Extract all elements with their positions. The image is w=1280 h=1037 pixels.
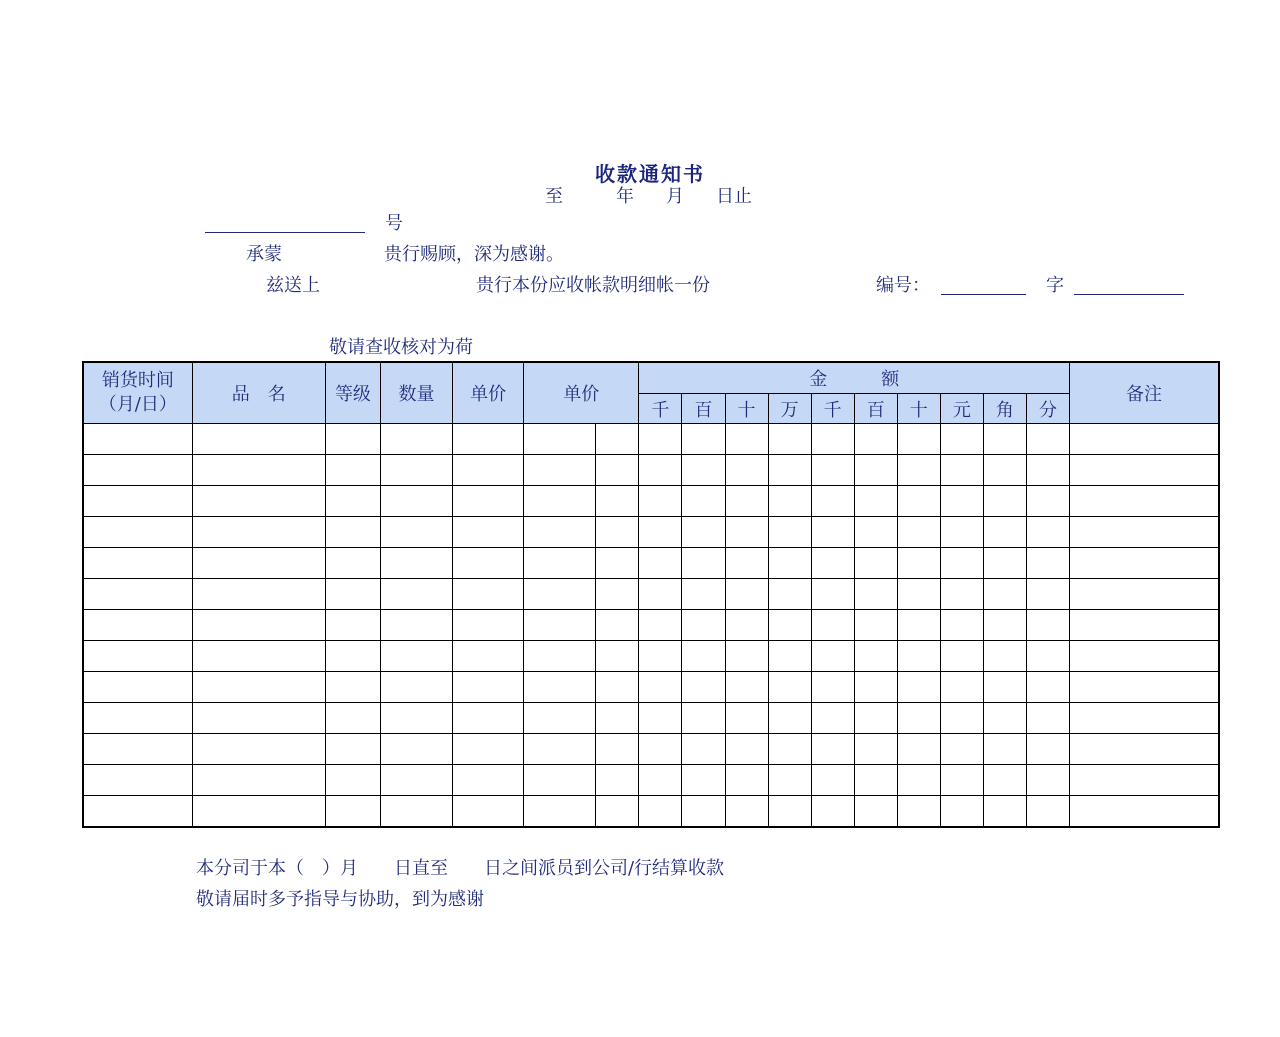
table-cell[interactable] [940,672,983,703]
table-cell[interactable] [768,517,811,548]
table-cell[interactable] [854,765,897,796]
table-cell[interactable] [596,579,639,610]
table-cell[interactable] [1070,610,1219,641]
table-cell[interactable] [811,641,854,672]
table-cell[interactable] [192,424,325,455]
table-cell[interactable] [897,548,940,579]
table-cell[interactable] [940,765,983,796]
table-cell[interactable] [768,796,811,828]
table-cell[interactable] [596,455,639,486]
table-cell[interactable] [725,765,768,796]
table-cell[interactable] [897,672,940,703]
table-cell[interactable] [1070,703,1219,734]
table-cell[interactable] [380,703,452,734]
table-cell[interactable] [596,517,639,548]
table-cell[interactable] [524,672,596,703]
send-text: 贵行本份应收帐款明细帐一份 [476,275,710,296]
table-cell[interactable] [854,517,897,548]
table-cell[interactable] [453,610,524,641]
table-cell[interactable] [453,579,524,610]
table-cell[interactable] [192,672,325,703]
table-cell[interactable] [524,517,596,548]
char-label: 字 [1046,275,1064,296]
header-unit-price-2: 单价 [524,362,639,424]
table-cell[interactable] [983,517,1026,548]
table-cell[interactable] [380,579,452,610]
header-product: 品 名 [192,362,325,424]
digit-header: 元 [940,394,983,424]
char-blank[interactable] [1074,294,1184,295]
table-cell[interactable] [1070,734,1219,765]
table-cell[interactable] [1070,517,1219,548]
table-cell[interactable] [940,486,983,517]
table-cell[interactable] [380,765,452,796]
header-sale-time [83,362,192,424]
table-cell[interactable] [682,703,725,734]
document-title: 收款通知书 [595,162,705,186]
table-cell[interactable] [725,424,768,455]
table-cell[interactable] [192,548,325,579]
table-cell[interactable] [1070,641,1219,672]
table-cell[interactable] [639,703,682,734]
table-cell[interactable] [682,517,725,548]
table-cell[interactable] [940,517,983,548]
table-cell[interactable] [639,486,682,517]
table-cell[interactable] [1026,455,1069,486]
table-cell[interactable] [192,517,325,548]
table-cell[interactable] [768,641,811,672]
table-cell[interactable] [524,455,596,486]
table-cell[interactable] [725,486,768,517]
greeting-prefix: 承蒙 [246,244,282,265]
table-cell[interactable] [983,796,1026,828]
table-cell[interactable] [811,548,854,579]
table-cell[interactable] [940,548,983,579]
table-cell[interactable] [325,517,380,548]
check-line: 敬请查收核对为荷 [329,337,473,358]
table-cell[interactable] [897,579,940,610]
table-cell[interactable] [682,734,725,765]
table-cell[interactable] [380,610,452,641]
table-cell[interactable] [768,765,811,796]
table-cell[interactable] [983,672,1026,703]
table-cell[interactable] [325,796,380,828]
table-cell[interactable] [453,548,524,579]
table-cell[interactable] [725,610,768,641]
table-cell[interactable] [725,579,768,610]
table-cell[interactable] [83,796,192,828]
table-cell[interactable] [1026,610,1069,641]
table-cell[interactable] [380,672,452,703]
send-prefix: 兹送上 [266,275,320,296]
table-cell[interactable] [596,734,639,765]
table-cell[interactable] [1026,641,1069,672]
table-cell[interactable] [453,424,524,455]
table-row [83,517,1219,548]
table-cell[interactable] [768,703,811,734]
table-cell[interactable] [897,517,940,548]
table-cell[interactable] [596,703,639,734]
digit-header: 千 [639,394,682,424]
table-cell[interactable] [725,641,768,672]
table-cell[interactable] [682,641,725,672]
table-cell[interactable] [1026,517,1069,548]
table-cell[interactable] [983,703,1026,734]
table-row [83,703,1219,734]
footer-line2: 敬请届时多予指导与协助，到为感谢 [196,889,484,910]
table-cell[interactable] [897,641,940,672]
table-cell[interactable] [639,672,682,703]
table-cell[interactable] [380,486,452,517]
table-cell[interactable] [854,734,897,765]
table-row [83,424,1219,455]
table-cell[interactable] [83,610,192,641]
table-cell[interactable] [192,455,325,486]
table-cell[interactable] [192,579,325,610]
table-cell[interactable] [897,424,940,455]
table-cell[interactable] [854,672,897,703]
table-cell[interactable] [1070,672,1219,703]
table-cell[interactable] [325,610,380,641]
table-row [83,486,1219,517]
table-cell[interactable] [453,672,524,703]
table-cell[interactable] [854,796,897,828]
table-cell[interactable] [983,486,1026,517]
table-cell[interactable] [811,610,854,641]
table-cell[interactable] [325,486,380,517]
table-cell[interactable] [83,455,192,486]
table-cell[interactable] [192,486,325,517]
table-cell[interactable] [83,548,192,579]
digit-header: 百 [854,394,897,424]
table-cell[interactable] [524,703,596,734]
table-cell[interactable] [1026,579,1069,610]
table-cell[interactable] [897,610,940,641]
table-cell[interactable] [1070,455,1219,486]
table-cell[interactable] [380,455,452,486]
table-cell[interactable] [192,765,325,796]
table-cell[interactable] [897,765,940,796]
table-cell[interactable] [854,548,897,579]
table-cell[interactable] [811,672,854,703]
table-cell[interactable] [380,641,452,672]
table-cell[interactable] [897,703,940,734]
table-cell[interactable] [83,486,192,517]
table-cell[interactable] [897,455,940,486]
table-cell[interactable] [1070,424,1219,455]
table-cell[interactable] [83,703,192,734]
serial-blank[interactable] [941,294,1026,295]
table-cell[interactable] [453,641,524,672]
table-cell[interactable] [983,548,1026,579]
table-cell[interactable] [768,548,811,579]
table-cell[interactable] [1026,703,1069,734]
table-cell[interactable] [940,424,983,455]
table-row [83,641,1219,672]
digit-header: 千 [811,394,854,424]
table-cell[interactable] [768,610,811,641]
table-cell[interactable] [1026,796,1069,828]
header-amount: 金 额 [639,362,1070,394]
table-cell[interactable] [639,548,682,579]
table-cell[interactable] [768,486,811,517]
table-cell[interactable] [725,703,768,734]
table-cell[interactable] [682,424,725,455]
table-cell[interactable] [725,796,768,828]
table-cell[interactable] [983,424,1026,455]
table-cell[interactable] [524,424,596,455]
table-cell[interactable] [83,641,192,672]
table-cell[interactable] [83,579,192,610]
table-cell[interactable] [725,734,768,765]
table-cell[interactable] [1070,765,1219,796]
table-cell[interactable] [524,610,596,641]
table-cell[interactable] [453,796,524,828]
table-cell[interactable] [83,517,192,548]
table-cell[interactable] [325,734,380,765]
table-cell[interactable] [854,579,897,610]
table-cell[interactable] [811,517,854,548]
table-cell[interactable] [682,796,725,828]
table-cell[interactable] [725,517,768,548]
table-cell[interactable] [453,455,524,486]
table-cell[interactable] [725,672,768,703]
table-cell[interactable] [768,734,811,765]
table-cell[interactable] [940,703,983,734]
table-cell[interactable] [983,579,1026,610]
table-cell[interactable] [596,796,639,828]
table-cell[interactable] [940,796,983,828]
table-cell[interactable] [1070,486,1219,517]
table-cell[interactable] [983,455,1026,486]
table-cell[interactable] [768,424,811,455]
table-cell[interactable] [854,455,897,486]
table-cell[interactable] [811,796,854,828]
period-day-end: 日止 [716,186,752,207]
header-unit-price-1: 单价 [453,362,524,424]
table-cell[interactable] [596,641,639,672]
period-to: 至 [545,186,563,207]
table-cell[interactable] [524,641,596,672]
table-cell[interactable] [596,486,639,517]
table-cell[interactable] [524,734,596,765]
header-sale-time-line1: 销货时间 [101,370,174,391]
table-cell[interactable] [983,610,1026,641]
number-suffix: 号 [385,213,403,234]
table-row [83,672,1219,703]
table-cell[interactable] [639,641,682,672]
table-cell[interactable] [940,579,983,610]
table-cell[interactable] [811,424,854,455]
table-cell[interactable] [983,641,1026,672]
table-cell[interactable] [380,517,452,548]
header-remarks: 备注 [1070,362,1219,424]
table-cell[interactable] [682,579,725,610]
table-cell[interactable] [768,455,811,486]
table-cell[interactable] [639,610,682,641]
period-month: 月 [666,186,684,207]
table-cell[interactable] [1026,424,1069,455]
table-cell[interactable] [1070,579,1219,610]
table-row [83,765,1219,796]
table-cell[interactable] [639,579,682,610]
table-cell[interactable] [192,734,325,765]
digit-header: 角 [983,394,1026,424]
table-cell[interactable] [325,548,380,579]
footer-line1: 本分司于本（ ）月 日直至 日之间派员到公司/行结算收款 [196,858,725,879]
table-row [83,734,1219,765]
table-cell[interactable] [596,424,639,455]
table-cell[interactable] [811,579,854,610]
table-cell[interactable] [682,672,725,703]
table-cell[interactable] [596,672,639,703]
table-cell[interactable] [854,703,897,734]
table-cell[interactable] [811,765,854,796]
table-cell[interactable] [768,579,811,610]
table-cell[interactable] [83,424,192,455]
table-cell[interactable] [325,765,380,796]
table-cell[interactable] [682,455,725,486]
table-cell[interactable] [524,796,596,828]
table-cell[interactable] [453,734,524,765]
table-cell[interactable] [940,734,983,765]
table-cell[interactable] [1026,486,1069,517]
table-body [83,424,1219,828]
table-cell[interactable] [854,424,897,455]
receivable-detail-table [82,361,1220,828]
table-cell[interactable] [725,548,768,579]
digit-header: 分 [1026,394,1069,424]
table-cell[interactable] [380,424,452,455]
table-cell[interactable] [854,641,897,672]
table-cell[interactable] [83,672,192,703]
table-cell[interactable] [596,765,639,796]
table-cell[interactable] [897,796,940,828]
table-cell[interactable] [453,765,524,796]
table-cell[interactable] [1070,796,1219,828]
table-cell[interactable] [524,548,596,579]
table-cell[interactable] [380,796,452,828]
table-cell[interactable] [811,734,854,765]
table-cell[interactable] [682,486,725,517]
table-row [83,610,1219,641]
table-cell[interactable] [325,672,380,703]
table-cell[interactable] [811,703,854,734]
digit-header: 十 [897,394,940,424]
table-cell[interactable] [453,703,524,734]
table-row [83,548,1219,579]
table-cell[interactable] [380,548,452,579]
table-cell[interactable] [768,672,811,703]
table-cell[interactable] [983,734,1026,765]
table-cell[interactable] [524,765,596,796]
table-cell[interactable] [1026,672,1069,703]
table-cell[interactable] [639,517,682,548]
table-cell[interactable] [192,641,325,672]
table-cell[interactable] [940,641,983,672]
table-cell[interactable] [192,703,325,734]
table-cell[interactable] [83,734,192,765]
table-cell[interactable] [192,610,325,641]
table-cell[interactable] [192,796,325,828]
table-row [83,455,1219,486]
table-cell[interactable] [725,455,768,486]
header-sale-time-line2: （月/日） [98,394,177,415]
table-cell[interactable] [1026,548,1069,579]
table-cell[interactable] [596,610,639,641]
table-cell[interactable] [639,455,682,486]
table-cell[interactable] [940,455,983,486]
table-cell[interactable] [524,486,596,517]
table-cell[interactable] [380,734,452,765]
table-cell[interactable] [940,610,983,641]
table-cell[interactable] [524,579,596,610]
table-cell[interactable] [1070,548,1219,579]
table-cell[interactable] [983,765,1026,796]
table-row [83,796,1219,828]
table-cell[interactable] [325,455,380,486]
table-cell[interactable] [325,641,380,672]
period-year: 年 [616,186,634,207]
table-cell[interactable] [639,734,682,765]
table-cell[interactable] [811,455,854,486]
digit-header: 十 [725,394,768,424]
table-cell[interactable] [682,548,725,579]
table-cell[interactable] [897,734,940,765]
table-cell[interactable] [325,703,380,734]
table-cell[interactable] [596,548,639,579]
table-cell[interactable] [639,424,682,455]
header-grade: 等级 [325,362,380,424]
digit-header: 百 [682,394,725,424]
header-quantity: 数量 [380,362,452,424]
table-cell[interactable] [682,610,725,641]
table-row [83,579,1219,610]
digit-header: 万 [768,394,811,424]
table-cell[interactable] [639,796,682,828]
table-cell[interactable] [453,517,524,548]
serial-label: 编号： [876,275,930,296]
table-cell[interactable] [1026,734,1069,765]
table-cell[interactable] [83,765,192,796]
greeting-text: 贵行赐顾，深为感谢。 [384,244,564,265]
table-cell[interactable] [854,610,897,641]
table-cell[interactable] [325,579,380,610]
table-cell[interactable] [811,486,854,517]
table-cell[interactable] [1026,765,1069,796]
table-cell[interactable] [897,486,940,517]
table-cell[interactable] [854,486,897,517]
table-cell[interactable] [453,486,524,517]
table-cell[interactable] [325,424,380,455]
number-blank[interactable] [205,232,365,233]
table-cell[interactable] [682,765,725,796]
table-cell[interactable] [639,765,682,796]
